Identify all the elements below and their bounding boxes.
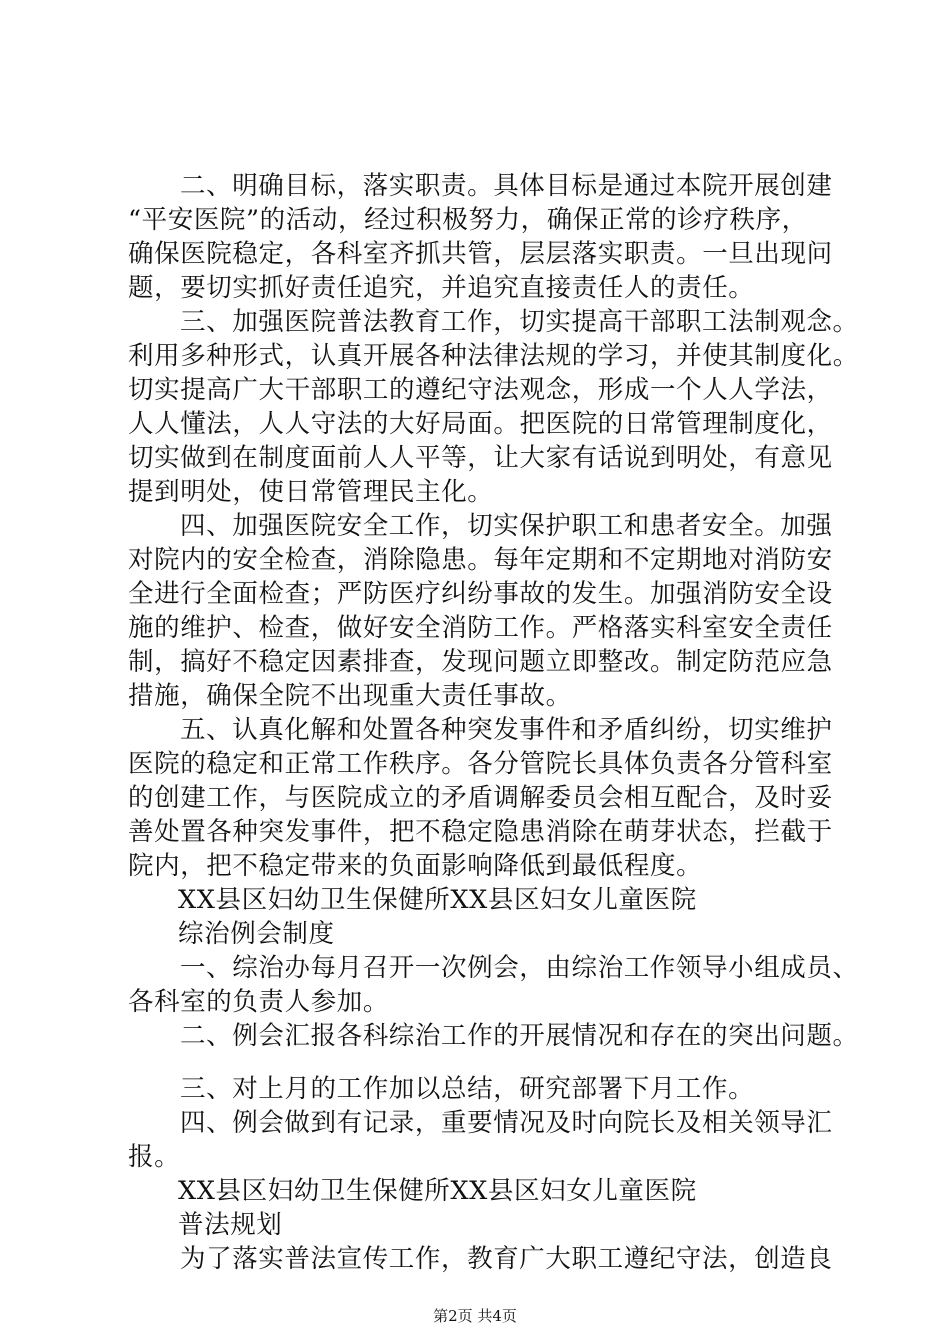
- body-line: 三、对上月的工作加以总结，研究部署下月工作。: [180, 1074, 755, 1104]
- body-line: 院内，把不稳定带来的负面影响降低到最低程度。: [128, 851, 703, 881]
- body-line: 切实提高广大干部职工的遵纪守法观念，形成一个人人学法，: [128, 375, 833, 405]
- body-line: 施的维护、检查，做好安全消防工作。严格落实科室安全责任: [128, 613, 833, 643]
- body-line: 制，搞好不稳定因素排查，发现问题立即整改。制定防范应急: [128, 647, 833, 677]
- body-line: 一、综治办每月召开一次例会，由综治工作领导小组成员、: [180, 953, 859, 983]
- body-line: 切实做到在制度面前人人平等，让大家有话说到明处，有意见: [128, 443, 833, 473]
- body-line: 题，要切实抓好责任追究，并追究直接责任人的责任。: [128, 273, 755, 303]
- body-line: 医院的稳定和正常工作秩序。各分管院长具体负责各分管科室: [128, 749, 833, 779]
- body-line: 二、例会汇报各科综治工作的开展情况和存在的突出问题。: [180, 1021, 859, 1051]
- body-line: 四、例会做到有记录，重要情况及时向院长及相关领导汇: [180, 1108, 833, 1138]
- body-line: 利用多种形式，认真开展各种法律法规的学习，并使其制度化。: [128, 341, 859, 371]
- body-line: 提到明处，使日常管理民主化。: [128, 477, 494, 507]
- body-line: 报。: [128, 1142, 181, 1172]
- org-name-line: XX县区妇幼卫生保健所XX县区妇女儿童医院: [178, 1176, 697, 1206]
- section-title: 普法规划: [178, 1210, 283, 1240]
- body-line: 三、加强医院普法教育工作，切实提高干部职工法制观念。: [180, 307, 859, 337]
- body-line: “平安医院”的活动，经过积极努力，确保正常的诊疗秩序，: [128, 205, 808, 235]
- body-line: 善处置各种突发事件，把不稳定隐患消除在萌芽状态，拦截于: [128, 817, 833, 847]
- body-line: 各科室的负责人参加。: [128, 987, 390, 1017]
- body-line: 二、明确目标，落实职责。具体目标是通过本院开展创建: [180, 171, 833, 201]
- body-line: 确保医院稳定，各科室齐抓共管，层层落实职责。一旦出现问: [128, 239, 833, 269]
- org-name-line: XX县区妇幼卫生保健所XX县区妇女儿童医院: [178, 885, 697, 915]
- body-line: 四、加强医院安全工作，切实保护职工和患者安全。加强: [180, 511, 833, 541]
- body-line: 的创建工作，与医院成立的矛盾调解委员会相互配合，及时妥: [128, 783, 833, 813]
- body-line: 措施，确保全院不出现重大责任事故。: [128, 681, 572, 711]
- section-title: 综治例会制度: [178, 919, 335, 949]
- body-line: 对院内的安全检查，消除隐患。每年定期和不定期地对消防安: [128, 545, 833, 575]
- body-line: 为了落实普法宣传工作，教育广大职工遵纪守法，创造良: [180, 1244, 833, 1274]
- page-number-footer: 第2页 共4页: [433, 1307, 517, 1325]
- body-line: 人人懂法，人人守法的大好局面。把医院的日常管理制度化，: [128, 409, 833, 439]
- body-line: 五、认真化解和处置各种突发事件和矛盾纠纷，切实维护: [180, 715, 833, 745]
- body-line: 全进行全面检查；严防医疗纠纷事故的发生。加强消防安全设: [128, 579, 833, 609]
